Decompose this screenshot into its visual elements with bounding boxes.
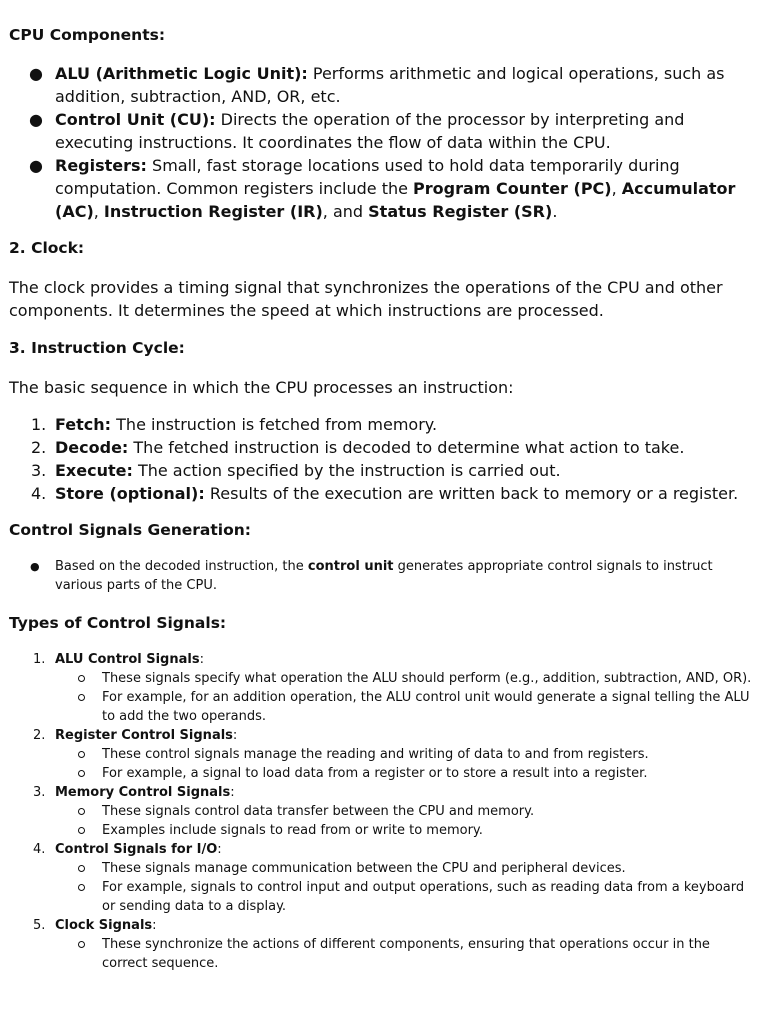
heading-clock: 2. Clock:	[9, 239, 85, 257]
cycle-intro: The basic sequence in which the CPU processes an instruction:	[9, 378, 514, 397]
sub-list-item: For example, signals to control input and output operations, such as reading data from a keyboard or sending data to a display.	[55, 878, 756, 916]
list-item: ● Based on the decoded instruction, the control unit generates appropriate control signals to instruct various parts of the CPU.	[30, 559, 713, 593]
sub-list-item: For example, a signal to load data from a register or to store a result into a register.	[55, 764, 756, 783]
circle-bullet-icon	[78, 884, 85, 891]
list-item: ● ALU (Arithmetic Logic Unit): Performs arithmetic and logical operations, such as addition, subtraction, AND, OR, etc.	[29, 64, 725, 106]
bullet-icon: ●	[29, 110, 43, 129]
sub-list-item: For example, for an addition operation, the ALU control unit would generate a signal telling the ALU to add the two operands.	[55, 688, 756, 726]
sub-list	[55, 745, 756, 783]
sub-list	[55, 859, 756, 916]
list-item: 2. Decode: The fetched instruction is decoded to determine what action to take.	[31, 438, 685, 457]
sub-list	[55, 669, 756, 726]
sub-list-item: These control signals manage the reading and writing of data to and from registers.	[55, 745, 756, 764]
cpu-components-list	[0, 62, 750, 223]
circle-bullet-icon	[78, 770, 85, 777]
list-item: ● Registers: Small, fast storage locations used to hold data temporarily during computation. Common registers include the Program Counter (PC), Accumulator (AC), Instruction Register (IR), and Status Register (SR).	[29, 156, 736, 221]
circle-bullet-icon	[78, 751, 85, 758]
types-list	[0, 650, 756, 973]
sub-list	[55, 935, 756, 973]
sub-list-item: These signals manage communication between the CPU and peripheral devices.	[55, 859, 756, 878]
sub-list	[55, 802, 756, 840]
circle-bullet-icon	[78, 827, 85, 834]
list-item: 4. Control Signals for I/O: These signals manage communication between the CPU and peripheral devices. For example, signals to control input and output operations, such as reading data from a keyboard or sending data to a display.	[0, 840, 756, 916]
clock-paragraph: The clock provides a timing signal that synchronizes the operations of the CPU and other components. It determines the speed at which instructions are processed.	[9, 278, 723, 320]
circle-bullet-icon	[78, 941, 85, 948]
heading-cpu-components: CPU Components:	[9, 26, 166, 44]
list-item: 5. Clock Signals: These synchronize the actions of different components, ensuring that operations occur in the correct sequence.	[0, 916, 756, 973]
list-item: 1. Fetch: The instruction is fetched from memory.	[31, 415, 438, 434]
list-item: 4. Store (optional): Results of the execution are written back to memory or a register.	[31, 484, 739, 503]
instruction-cycle-list	[0, 413, 750, 505]
circle-bullet-icon	[78, 694, 85, 701]
heading-control-signals-generation: Control Signals Generation:	[9, 521, 251, 539]
sub-list-item: These signals specify what operation the ALU should perform (e.g., addition, subtraction, AND, OR).	[55, 669, 756, 688]
list-item: 1. ALU Control Signals: These signals specify what operation the ALU should perform (e.g., addition, subtraction, AND, OR). For example, for an addition operation, the ALU control unit would generate a signal telling the ALU to add the two operands.	[0, 650, 756, 726]
sub-list-item: These synchronize the actions of different components, ensuring that operations occur in the correct sequence.	[55, 935, 756, 973]
list-item: 3. Memory Control Signals: These signals control data transfer between the CPU and memory. Examples include signals to read from or write to memory.	[0, 783, 756, 840]
list-item: ● Control Unit (CU): Directs the operation of the processor by interpreting and executing instructions. It coordinates the flow of data within the CPU.	[29, 110, 685, 152]
list-item: 3. Execute: The action specified by the instruction is carried out.	[31, 461, 561, 480]
sub-list-item: These signals control data transfer between the CPU and memory.	[55, 802, 756, 821]
bullet-icon: ●	[29, 64, 43, 83]
bullet-icon: ●	[29, 156, 43, 175]
bullet-icon: ●	[30, 560, 40, 573]
heading-instruction-cycle: 3. Instruction Cycle:	[9, 339, 185, 357]
sub-list-item: Examples include signals to read from or write to memory.	[55, 821, 756, 840]
circle-bullet-icon	[78, 865, 85, 872]
heading-types-of-control-signals: Types of Control Signals:	[9, 614, 227, 632]
csg-list	[0, 557, 756, 595]
circle-bullet-icon	[78, 808, 85, 815]
list-item: 2. Register Control Signals: These control signals manage the reading and writing of data to and from registers. For example, a signal to load data from a register or to store a result into a register.	[0, 726, 756, 783]
circle-bullet-icon	[78, 675, 85, 682]
